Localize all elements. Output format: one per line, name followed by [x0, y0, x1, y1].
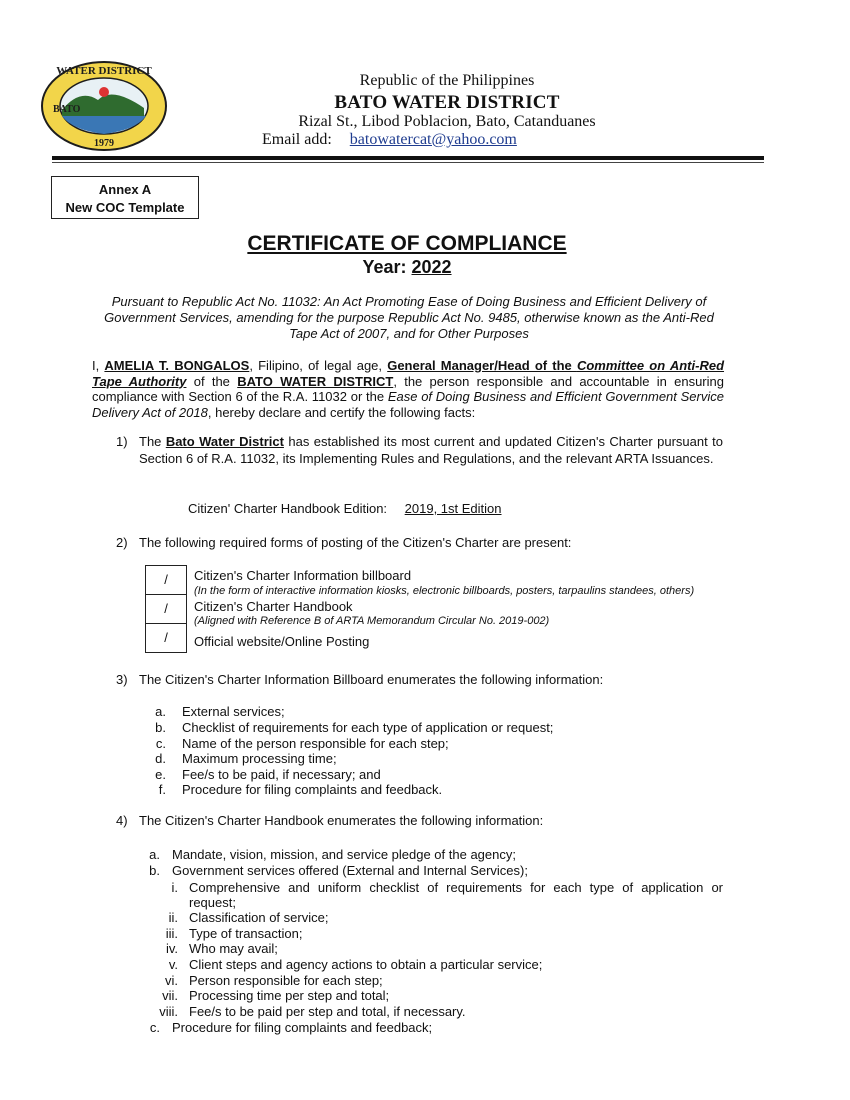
item-4-entry-a: Mandate, vision, mission, and service pledge of the agency; — [172, 847, 516, 862]
signatory-position-a: General Manager/Head of the — [387, 358, 577, 373]
item-4-sub-entry-viii: Fee/s to be paid per step and total, if necessary. — [189, 1004, 466, 1019]
declaration-text-3: of the — [186, 373, 238, 389]
item-3-entry-f: Procedure for filing complaints and feedback. — [182, 782, 443, 797]
header-district-name: BATO WATER DISTRICT — [334, 92, 560, 113]
seal-left-text: BATO — [53, 104, 81, 115]
item-3-entry-a: External services; — [182, 704, 285, 719]
item-3-marker-d: d. — [155, 751, 166, 766]
declaration-paragraph — [92, 358, 724, 420]
declaration-text-5: , hereby declare and certify the following facts: — [207, 404, 476, 420]
item-1-text-a: The — [139, 434, 166, 449]
item-3-entry-b: Checklist of requirements for each type of application or request; — [182, 720, 554, 735]
check-label-billboard: Citizen's Charter Information billboard — [194, 568, 412, 583]
item-4-sub-marker-ii: ii. — [168, 910, 178, 925]
item-4-sub-marker-vi: vi. — [165, 973, 178, 988]
header-divider-thick — [52, 156, 764, 160]
item-3-marker-e: e. — [155, 767, 166, 782]
email-link[interactable]: batowatercat@yahoo.com — [349, 131, 517, 148]
document-title-text: CERTIFICATE OF COMPLIANCE — [247, 232, 567, 255]
year-label: Year: — [362, 257, 407, 277]
declaration-text-1: I, — [92, 358, 105, 373]
signatory-name: AMELIA T. BONGALOS — [104, 358, 250, 373]
item-4-sub-marker-i: i. — [171, 880, 178, 895]
item-4-sub-marker-iii: iii. — [165, 926, 178, 941]
item-3-entry-d: Maximum processing time; — [182, 751, 337, 766]
year-value: 2022 — [411, 257, 452, 277]
item-3-marker-f: f. — [158, 782, 166, 797]
header-divider-thin — [52, 162, 764, 163]
item-4-sub-entry-vii: Processing time per step and total; — [189, 988, 390, 1003]
item-1-text — [139, 434, 723, 467]
item-4-sub-marker-iv: iv. — [165, 941, 178, 956]
item-4-sub-entry-i-cont: request; — [189, 895, 236, 910]
checkbox-billboard[interactable]: / — [145, 565, 187, 595]
email-label: Email add: — [262, 131, 332, 148]
item-4-sub-marker-vii: vii. — [162, 988, 178, 1003]
handbook-edition-row — [188, 501, 502, 516]
item-1-number: 1) — [116, 434, 128, 449]
item-4-sub-marker-v: v. — [168, 957, 178, 972]
item-2-text: The following required forms of posting of the Citizen's Charter are present: — [139, 535, 572, 550]
declaration-text-2: , Filipino, of legal age, — [249, 358, 388, 373]
item-4-sub-entry-iv: Who may avail; — [189, 941, 278, 956]
item-3-marker-a: a. — [155, 704, 166, 719]
annex-line-2: New COC Template — [65, 200, 185, 215]
annex-line-1: Annex A — [98, 182, 152, 197]
check-label-handbook: Citizen's Charter Handbook — [194, 599, 353, 614]
item-4-sub-entry-i: Comprehensive and uniform checklist of requirements for each type of application or — [189, 880, 723, 895]
item-4-sub-marker-viii: viii. — [159, 1004, 178, 1019]
item-4-marker-a: a. — [149, 847, 160, 862]
item-4-entry-b: Government services offered (External and Internal Services); — [172, 863, 528, 878]
act-name: Ease of Doing Business and Efficient Government Service Delivery Act of 2018 — [92, 389, 724, 420]
checkbox-website[interactable]: / — [145, 623, 187, 653]
seal-top-text: WATER DISTRICT — [56, 65, 152, 77]
item-3-marker-c: c. — [155, 736, 166, 751]
document-title — [0, 232, 814, 256]
seal-year-text: 1979 — [94, 138, 114, 149]
declaration-text-4: , the person responsible and accountable in ensuring compliance with Section 6 of the R.A. 11032 or the — [92, 373, 724, 404]
item-4-sub-entry-vi: Person responsible for each step; — [189, 973, 383, 988]
item-3-entry-e: Fee/s to be paid, if necessary; and — [182, 767, 381, 782]
header-republic: Republic of the Philippines — [359, 72, 535, 89]
check-sub-handbook: (Aligned with Reference B of ARTA Memorandum Circular No. 2019-002) — [194, 615, 550, 627]
item-1-text-b: has established its most current and updated Citizen's Charter pursuant to Section 6 of R.A. 11032, its Implementing Rules and Regulations, and the relevant ARTA Issuances. — [139, 434, 723, 466]
check-label-website: Official website/Online Posting — [194, 634, 370, 649]
item-1-agency: Bato Water District — [165, 434, 284, 449]
year-row — [0, 257, 814, 278]
item-4-sub-entry-ii: Classification of service; — [189, 910, 329, 925]
item-3-marker-b: b. — [155, 720, 166, 735]
item-4-entry-c: Procedure for filing complaints and feedback; — [172, 1020, 433, 1035]
checkbox-handbook[interactable]: / — [145, 594, 187, 624]
signatory-position-b: Committee on Anti-Red Tape Authority — [92, 358, 725, 389]
annex-box — [51, 176, 199, 219]
preamble: Pursuant to Republic Act No. 11032: An Act Promoting Ease of Doing Business and Efficient Delivery of Government Services, amending for the purpose Republic Act No. 9485, otherwise known as the Anti-Red Tape Act of 2007, and for Other Purposes — [104, 294, 714, 341]
item-3-number: 3) — [116, 672, 128, 687]
item-4-marker-c: c. — [149, 1020, 160, 1035]
item-4-sub-entry-iii: Type of transaction; — [189, 926, 303, 941]
posting-checklist — [145, 566, 187, 653]
handbook-edition-label: Citizen' Charter Handbook Edition: — [188, 501, 388, 516]
item-3-entry-c: Name of the person responsible for each step; — [182, 736, 449, 751]
item-4-sub-entry-v: Client steps and agency actions to obtain a particular service; — [189, 957, 543, 972]
agency-name: BATO WATER DISTRICT — [237, 373, 394, 389]
item-3-text: The Citizen's Charter Information Billboard enumerates the following information: — [139, 672, 604, 687]
check-sub-billboard: (In the form of interactive information kiosks, electronic billboards, posters, tarpaulins standees, others) — [194, 585, 695, 597]
header-address: Rizal St., Libod Poblacion, Bato, Catanduanes — [298, 113, 596, 130]
item-4-text: The Citizen's Charter Handbook enumerates the following information: — [139, 813, 544, 828]
item-4-number: 4) — [116, 813, 128, 828]
header-email-row — [262, 131, 517, 149]
item-2-number: 2) — [116, 535, 128, 550]
item-4-marker-b: b. — [149, 863, 160, 878]
handbook-edition-value: 2019, 1st Edition — [404, 501, 502, 516]
